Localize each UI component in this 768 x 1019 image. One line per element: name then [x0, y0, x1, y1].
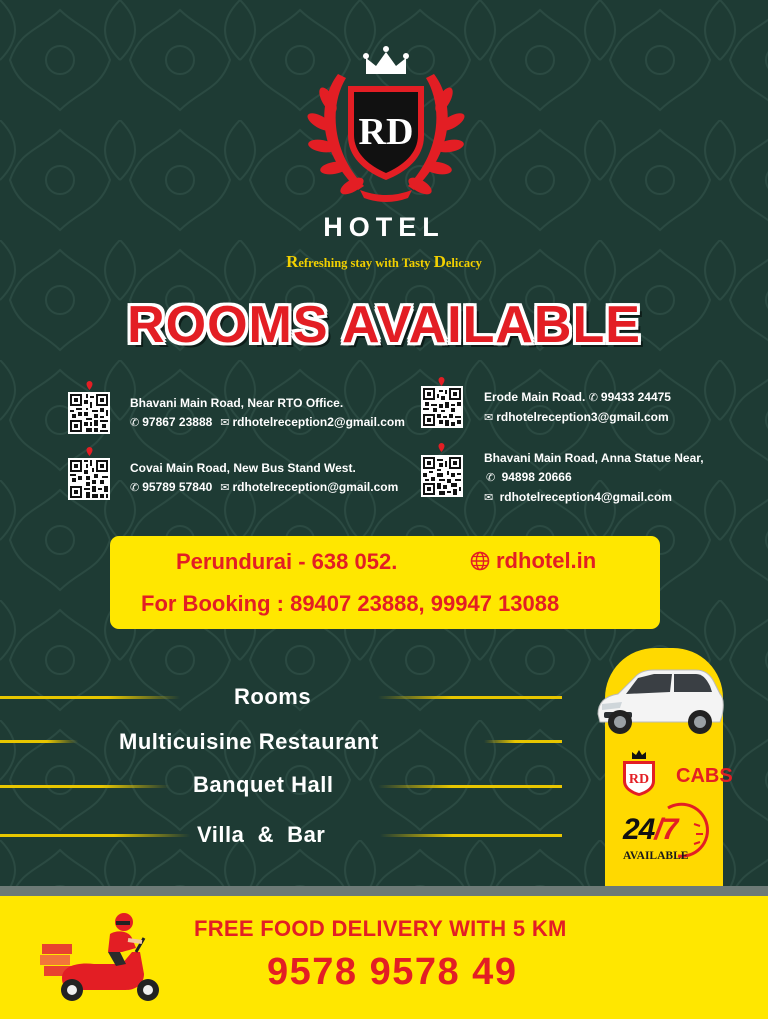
delivery-scooter-icon — [36, 908, 168, 1004]
crown-icon — [363, 46, 409, 74]
mail-icon: ✉ — [220, 482, 230, 494]
mail-icon: ✉ — [220, 417, 230, 429]
cabs-label: CABS — [676, 765, 733, 787]
divider-line — [0, 785, 170, 788]
branch-erode-road — [484, 388, 671, 428]
divider-line — [484, 740, 562, 743]
qr-code-icon[interactable] — [421, 386, 463, 428]
phone-icon: ✆ — [130, 417, 140, 429]
location-pin-icon — [86, 447, 93, 456]
branch-phone[interactable]: 95789 57840 — [142, 480, 213, 494]
service-rooms: Rooms — [234, 684, 312, 709]
service-banquet-hall: Banquet Hall — [193, 772, 334, 797]
phone-icon: ✆ — [588, 392, 598, 404]
divider-line — [378, 785, 562, 788]
branch-phone[interactable]: 94898 20666 — [501, 470, 572, 484]
cabs-shield-icon — [621, 759, 657, 797]
branch-email[interactable]: rdhotelreception2@gmail.com — [232, 415, 405, 429]
booking-phones[interactable]: For Booking : 89407 23888, 99947 13088 — [141, 591, 560, 616]
phone-icon: ✆ — [130, 482, 140, 494]
branch-email[interactable]: rdhotelreception@gmail.com — [232, 480, 399, 494]
branch-bhavani-anna-statue — [484, 449, 704, 508]
divider-line — [380, 834, 562, 837]
branch-address: Covai Main Road, New Bus Stand West. — [130, 461, 356, 475]
branch-bhavani-rto — [130, 394, 405, 433]
divider-line — [0, 740, 78, 743]
booking-info-box — [110, 536, 660, 629]
divider-line — [0, 696, 180, 699]
hotel-logo — [298, 40, 474, 212]
location-pin-icon — [438, 443, 445, 452]
hours-24-7: 24/7 — [623, 813, 678, 846]
service-villa-bar: Villa & Bar — [197, 822, 326, 847]
mail-icon: ✉ — [484, 492, 494, 504]
branch-covai-bus-stand — [130, 459, 398, 498]
location-pin-icon — [438, 377, 445, 386]
location-pin-icon — [86, 381, 93, 390]
phone-icon: ✆ — [486, 472, 496, 484]
qr-code-icon[interactable] — [68, 458, 110, 500]
branch-address: Bhavani Main Road, Near RTO Office. — [130, 396, 344, 410]
divider-band — [0, 886, 768, 896]
qr-code-icon[interactable] — [68, 392, 110, 434]
branch-phone[interactable]: 99433 24475 — [600, 390, 671, 404]
hotel-tagline: Refreshing stay with Tasty Delicacy — [286, 252, 482, 271]
delivery-phone[interactable]: 9578 9578 49 — [267, 951, 518, 993]
branch-address: Erode Main Road. — [484, 390, 586, 404]
svg-text:RD: RD — [628, 772, 650, 787]
website-link[interactable]: rdhotel.in — [470, 548, 596, 574]
available-label: AVAILABLE — [623, 850, 689, 862]
branch-phone[interactable]: 97867 23888 — [142, 415, 213, 429]
rooms-available-headline: ROOMS AVAILABLE — [127, 296, 641, 354]
branch-address: Bhavani Main Road, Anna Statue Near, — [484, 451, 704, 465]
hotel-name: HOTEL — [323, 212, 445, 242]
location-text: Perundurai - 638 052. — [176, 549, 398, 574]
branch-email[interactable]: rdhotelreception4@gmail.com — [499, 490, 672, 504]
free-delivery-headline: FREE FOOD DELIVERY WITH 5 KM — [194, 916, 567, 941]
service-restaurant: Multicuisine Restaurant — [119, 729, 379, 754]
car-icon — [592, 664, 726, 738]
logo-monogram: RD — [358, 111, 414, 153]
mail-icon: ✉ — [484, 412, 494, 424]
branch-email[interactable]: rdhotelreception3@gmail.com — [496, 410, 669, 424]
divider-line — [0, 834, 190, 837]
globe-icon — [470, 551, 490, 571]
qr-code-icon[interactable] — [421, 455, 463, 497]
divider-line — [378, 696, 562, 699]
